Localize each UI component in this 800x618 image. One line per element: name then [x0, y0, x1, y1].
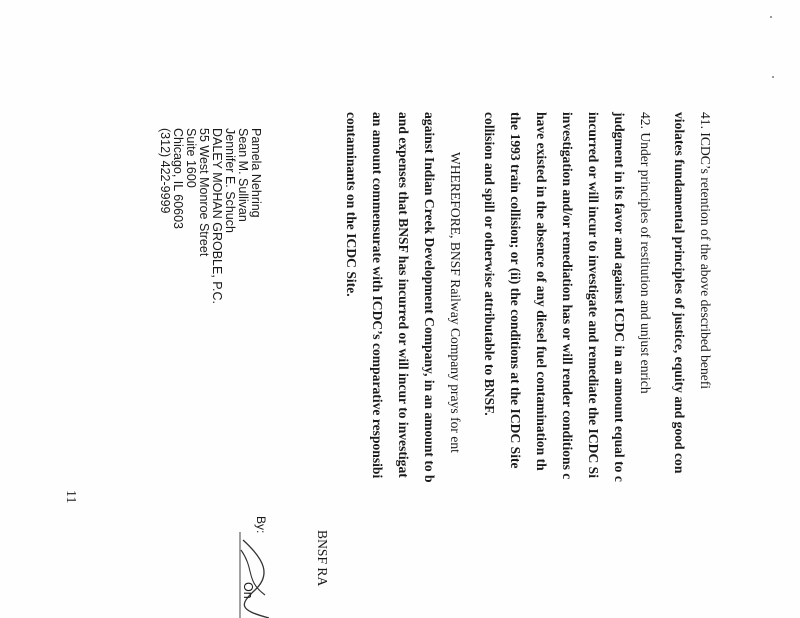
scan-speck [770, 16, 772, 18]
body-line: contaminants on the ICDC Site. [344, 112, 359, 297]
counsel-line: Chicago, IL 60603 [171, 128, 185, 230]
body-line: and expenses that BNSF has incurred or will incur to investigat [396, 112, 411, 478]
counsel-line: Jennifer E. Schuch [223, 128, 237, 233]
counsel-line: DALEY MOHAN GROBLE, P.C. [210, 128, 224, 304]
counsel-line: Suite 1600 [184, 128, 198, 188]
handwritten-signature [235, 520, 275, 618]
counsel-line: (312) 422-9999 [158, 128, 172, 214]
signature-company: BNSF RA [315, 530, 330, 587]
body-line: against Indian Creek Development Company, in an amount to b [422, 112, 437, 483]
page-number: 11 [63, 490, 78, 504]
body-line: the 1993 train collision; or (ii) the conditions at the ICDC Site [508, 112, 523, 469]
body-line: WHEREFORE, BNSF Railway Company prays for ent [448, 152, 463, 453]
body-line: collision and spill or otherwise attributable to BNSF. [482, 112, 497, 416]
scan-speck [772, 76, 774, 78]
counsel-line: 55 West Monroe Street [197, 128, 211, 257]
body-line: incurred or will incur to investigate and remediate the ICDC Si [586, 112, 601, 479]
counsel-line: Pamela Nehring [249, 128, 263, 218]
body-line: 41. ICDC’s retention of the above described benefi [698, 112, 713, 390]
counsel-line: Sean M. Sullivan [236, 128, 250, 222]
body-line: investigation and/or remediation has or will render conditions c [560, 112, 575, 480]
signature-by-label: By: [254, 516, 268, 534]
body-line: have existed in the absence of any diesel fuel contamination th [534, 112, 549, 471]
body-line: violates fundamental principles of justice, equity and good con [672, 112, 687, 474]
body-line: 42. Under principles of restitution and unjust enrich [638, 112, 653, 394]
body-line: judgment in its favor and against ICDC in an amount equal to c [612, 112, 627, 482]
body-line: an amount commensurate with ICDC’s comparative responsibi [370, 112, 385, 479]
signature-signer-fragment: On [241, 582, 255, 599]
